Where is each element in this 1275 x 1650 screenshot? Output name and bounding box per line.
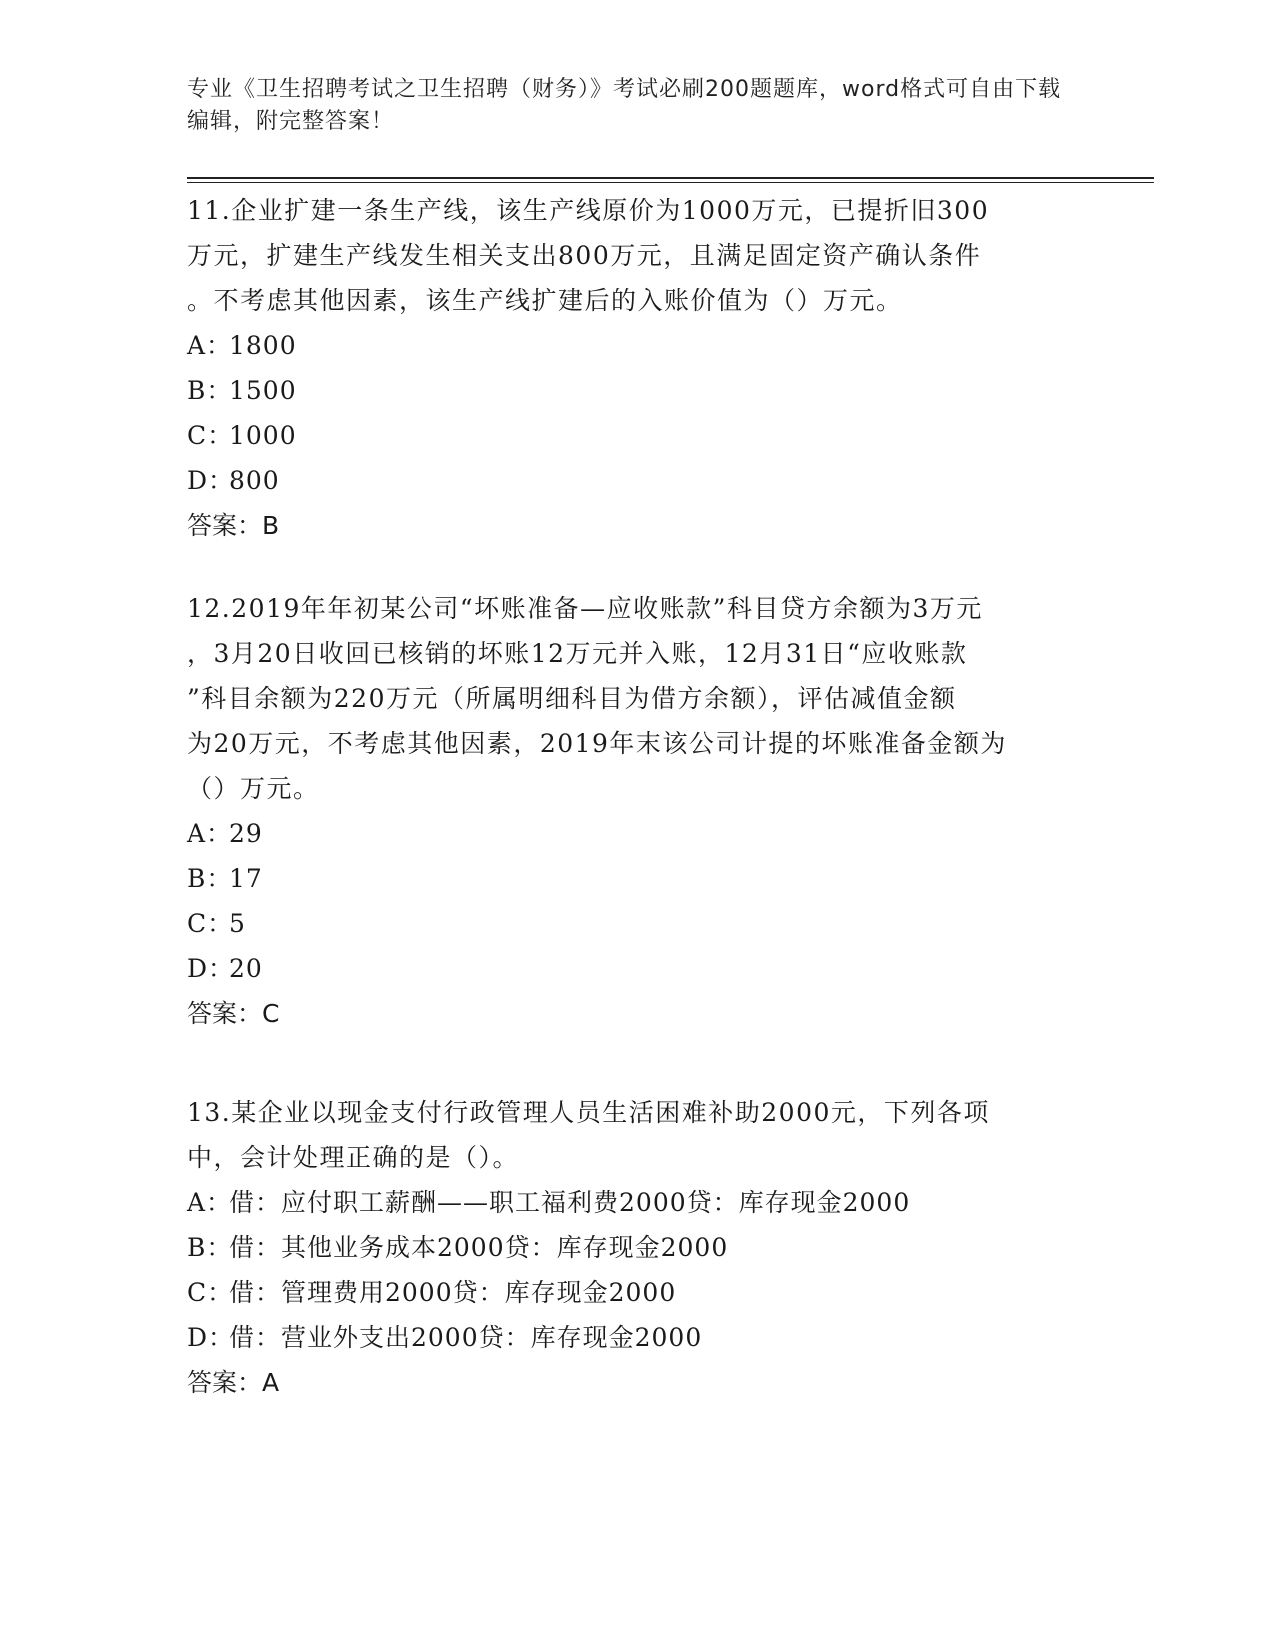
question-11 [187, 188, 1087, 548]
question-stem: 11.企业扩建一条生产线，该生产线原价为1000万元，已提折旧300 万元，扩建生产线发生相关支出800万元，且满足固定资产确认条件 。不考虑其他因素，该生产线扩建后的入账价值为（）万元。 [187, 196, 990, 315]
option-letter: C： [187, 909, 234, 938]
header-divider-thin [187, 182, 1154, 183]
option-letter: D： [187, 1323, 235, 1352]
option-letter: A： [187, 331, 233, 360]
answer-line: 答案：B [187, 511, 280, 540]
option-text: 20 [229, 954, 263, 983]
option-text: 29 [229, 819, 263, 848]
option-letter: D： [187, 954, 235, 983]
option-c [187, 1270, 1087, 1315]
option-b [187, 1225, 1087, 1270]
option-a [187, 323, 1087, 368]
option-text: 5 [229, 909, 246, 938]
option-letter: B： [187, 376, 233, 405]
question-12 [187, 586, 1087, 1036]
option-letter: C： [187, 1278, 234, 1307]
option-letter: A： [187, 1188, 233, 1217]
option-d [187, 458, 1087, 503]
option-a [187, 811, 1087, 856]
option-c [187, 901, 1087, 946]
answer-line: 答案：C [187, 999, 280, 1028]
option-text: 17 [229, 864, 263, 893]
option-letter: C： [187, 421, 234, 450]
option-a [187, 1180, 1087, 1225]
option-d [187, 946, 1087, 991]
option-letter: A： [187, 819, 233, 848]
header-divider-thick [187, 177, 1154, 179]
question-stem: 12.2019年年初某公司“坏账准备—应收账款”科目贷方余额为3万元 ，3月20日收回已核销的坏账12万元并入账，12月31日“应收账款 ”科目余额为220万元（所属明细科目为借方余额），评估减值金额 为20万元，不考虑其他因素，2019年末该公司计提的坏账准备金额为 （）万元。 [187, 594, 1007, 803]
option-d [187, 1315, 1087, 1360]
option-text: 1800 [229, 331, 297, 360]
answer-line: 答案：A [187, 1368, 280, 1397]
question-stem: 13.某企业以现金支付行政管理人员生活困难补助2000元，下列各项 中，会计处理正确的是（）。 [187, 1098, 990, 1172]
option-letter: B： [187, 1233, 233, 1262]
option-b [187, 856, 1087, 901]
option-text: 800 [229, 466, 280, 495]
option-text: 借：管理费用2000贷：库存现金2000 [229, 1278, 677, 1307]
option-c [187, 413, 1087, 458]
option-text: 借：其他业务成本2000贷：库存现金2000 [229, 1233, 729, 1262]
option-letter: D： [187, 466, 235, 495]
document-header: 专业《卫生招聘考试之卫生招聘（财务）》考试必刷200题题库，word格式可自由下载编辑，附完整答案！ [187, 77, 1062, 134]
option-text: 借：应付职工薪酬——职工福利费2000贷：库存现金2000 [229, 1188, 911, 1217]
option-text: 1000 [229, 421, 297, 450]
option-letter: B： [187, 864, 233, 893]
option-text: 1500 [229, 376, 297, 405]
option-b [187, 368, 1087, 413]
question-13 [187, 1090, 1087, 1405]
option-text: 借：营业外支出2000贷：库存现金2000 [229, 1323, 703, 1352]
